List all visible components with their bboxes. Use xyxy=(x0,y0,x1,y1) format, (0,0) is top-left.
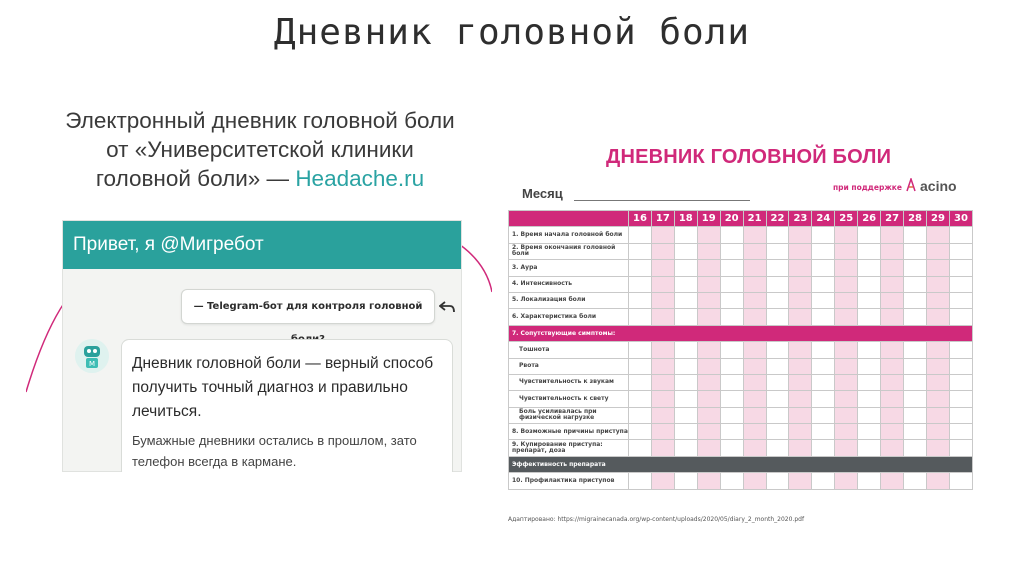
diary-row xyxy=(509,243,973,259)
diary-cell[interactable] xyxy=(766,391,789,407)
diary-cell[interactable] xyxy=(674,374,697,390)
diary-cell[interactable] xyxy=(881,227,904,243)
diary-cell[interactable] xyxy=(881,292,904,308)
diary-cell[interactable] xyxy=(697,227,720,243)
diary-row xyxy=(509,292,973,308)
diary-cell[interactable] xyxy=(926,260,949,276)
diary-cell[interactable] xyxy=(743,424,766,440)
diary-row xyxy=(509,342,973,358)
heading-line-3 xyxy=(32,164,488,193)
day-header: 18 xyxy=(674,211,697,227)
svg-text:M: M xyxy=(88,360,96,368)
diary-cell[interactable] xyxy=(674,473,697,489)
diary-cell[interactable] xyxy=(743,407,766,423)
diary-cell[interactable] xyxy=(881,342,904,358)
day-header: 24 xyxy=(812,211,835,227)
diary-cell[interactable] xyxy=(789,407,812,423)
diary-row xyxy=(509,407,973,423)
day-header: 27 xyxy=(881,211,904,227)
diary-cell[interactable] xyxy=(835,309,858,325)
diary-cell[interactable] xyxy=(812,276,835,292)
diary-cell[interactable] xyxy=(858,374,881,390)
diary-cell[interactable] xyxy=(697,391,720,407)
diary-cell[interactable] xyxy=(881,358,904,374)
diary-cell[interactable] xyxy=(629,374,652,390)
diary-cell[interactable] xyxy=(766,424,789,440)
diary-cell[interactable] xyxy=(835,260,858,276)
diary-cell[interactable] xyxy=(812,342,835,358)
diary-cell[interactable] xyxy=(697,260,720,276)
diary-cell[interactable] xyxy=(858,342,881,358)
diary-cell[interactable] xyxy=(904,260,927,276)
diary-cell[interactable] xyxy=(766,407,789,423)
day-header: 16 xyxy=(629,211,652,227)
diary-row xyxy=(509,309,973,325)
diary-cell[interactable] xyxy=(904,358,927,374)
day-header: 19 xyxy=(697,211,720,227)
diary-cell[interactable] xyxy=(697,374,720,390)
diary-cell[interactable] xyxy=(949,407,972,423)
incoming-sub-text: Бумажные дневники остались в прошлом, зато телефон всегда в кармане. xyxy=(132,433,417,469)
diary-cell[interactable] xyxy=(926,424,949,440)
diary-cell[interactable] xyxy=(904,440,927,456)
diary-cell[interactable] xyxy=(835,227,858,243)
diary-cell[interactable] xyxy=(651,292,674,308)
table-corner xyxy=(509,211,629,227)
diary-cell[interactable] xyxy=(629,473,652,489)
diary-cell[interactable] xyxy=(674,276,697,292)
diary-cell[interactable] xyxy=(949,260,972,276)
diary-cell[interactable] xyxy=(789,243,812,259)
diary-cell[interactable] xyxy=(629,309,652,325)
day-header: 25 xyxy=(835,211,858,227)
diary-row xyxy=(509,473,973,489)
diary-cell[interactable] xyxy=(651,309,674,325)
diary-cell[interactable] xyxy=(651,424,674,440)
diary-cell[interactable] xyxy=(674,391,697,407)
diary-cell[interactable] xyxy=(835,374,858,390)
diary-cell[interactable] xyxy=(881,473,904,489)
heading-line-2: от «Университетской клиники xyxy=(106,137,414,162)
diary-cell[interactable] xyxy=(629,358,652,374)
diary-cell[interactable] xyxy=(766,243,789,259)
diary-cell[interactable] xyxy=(789,391,812,407)
diary-cell[interactable] xyxy=(904,374,927,390)
diary-cell[interactable] xyxy=(789,292,812,308)
day-header: 23 xyxy=(789,211,812,227)
diary-cell[interactable] xyxy=(629,391,652,407)
support-label: при поддержке xyxy=(833,183,902,192)
diary-cell[interactable] xyxy=(789,358,812,374)
day-header: 26 xyxy=(858,211,881,227)
diary-cell[interactable] xyxy=(835,391,858,407)
diary-cell[interactable] xyxy=(743,227,766,243)
reply-arrow-icon[interactable] xyxy=(439,301,455,313)
diary-cell[interactable] xyxy=(697,309,720,325)
row-label: Чувствительность к звукам xyxy=(509,374,629,390)
paper-diary-panel xyxy=(494,128,994,530)
diary-cell[interactable] xyxy=(697,440,720,456)
brand-name: acino xyxy=(920,178,957,194)
row-label: 8. Возможные причины приступа xyxy=(509,424,629,440)
diary-cell[interactable] xyxy=(629,243,652,259)
diary-row xyxy=(509,260,973,276)
diary-cell[interactable] xyxy=(926,407,949,423)
diary-cell[interactable] xyxy=(812,292,835,308)
diary-cell[interactable] xyxy=(766,358,789,374)
diary-cell[interactable] xyxy=(720,473,743,489)
diary-cell[interactable] xyxy=(904,243,927,259)
diary-cell[interactable] xyxy=(835,358,858,374)
diary-cell[interactable] xyxy=(904,309,927,325)
diary-cell[interactable] xyxy=(743,374,766,390)
diary-cell[interactable] xyxy=(858,358,881,374)
diary-cell[interactable] xyxy=(674,424,697,440)
row-label: 10. Профилактика приступов xyxy=(509,473,629,489)
diary-cell[interactable] xyxy=(812,374,835,390)
diary-cell[interactable] xyxy=(720,227,743,243)
diary-cell[interactable] xyxy=(949,374,972,390)
diary-cell[interactable] xyxy=(629,407,652,423)
diary-cell[interactable] xyxy=(812,243,835,259)
diary-cell[interactable] xyxy=(629,440,652,456)
diary-cell[interactable] xyxy=(926,391,949,407)
diary-cell[interactable] xyxy=(789,309,812,325)
diary-cell[interactable] xyxy=(674,260,697,276)
diary-cell[interactable] xyxy=(835,342,858,358)
diary-cell[interactable] xyxy=(858,292,881,308)
diary-cell[interactable] xyxy=(720,243,743,259)
day-header: 21 xyxy=(743,211,766,227)
diary-cell[interactable] xyxy=(743,391,766,407)
diary-cell[interactable] xyxy=(743,260,766,276)
diary-cell[interactable] xyxy=(766,309,789,325)
diary-cell[interactable] xyxy=(858,407,881,423)
diary-cell[interactable] xyxy=(812,260,835,276)
diary-cell[interactable] xyxy=(926,243,949,259)
diary-cell[interactable] xyxy=(949,424,972,440)
diary-cell[interactable] xyxy=(720,374,743,390)
diary-cell[interactable] xyxy=(904,227,927,243)
diary-cell[interactable] xyxy=(629,227,652,243)
diary-cell[interactable] xyxy=(812,358,835,374)
diary-cell[interactable] xyxy=(651,227,674,243)
row-label: 1. Время начала головной боли xyxy=(509,227,629,243)
diary-cell[interactable] xyxy=(629,342,652,358)
diary-cell[interactable] xyxy=(697,292,720,308)
diary-cell[interactable] xyxy=(651,358,674,374)
diary-cell[interactable] xyxy=(858,227,881,243)
diary-cell[interactable] xyxy=(766,260,789,276)
diary-cell[interactable] xyxy=(926,342,949,358)
diary-cell[interactable] xyxy=(629,276,652,292)
diary-cell[interactable] xyxy=(651,391,674,407)
diary-row xyxy=(509,440,973,456)
diary-row xyxy=(509,227,973,243)
diary-cell[interactable] xyxy=(881,374,904,390)
diary-cell[interactable] xyxy=(812,407,835,423)
section-label: 7. Сопутствующие симптомы: xyxy=(509,325,973,341)
diary-cell[interactable] xyxy=(835,407,858,423)
diary-cell[interactable] xyxy=(881,407,904,423)
diary-cell[interactable] xyxy=(651,407,674,423)
diary-cell[interactable] xyxy=(766,276,789,292)
incoming-main-text: Дневник головной боли — верный способ получить точный диагноз и правильно лечиться. xyxy=(132,355,434,420)
diary-cell[interactable] xyxy=(720,358,743,374)
diary-cell[interactable] xyxy=(789,260,812,276)
diary-cell[interactable] xyxy=(743,243,766,259)
diary-cell[interactable] xyxy=(743,292,766,308)
diary-cell[interactable] xyxy=(674,440,697,456)
diary-row xyxy=(509,391,973,407)
row-label: Боль усиливалась при физической нагрузке xyxy=(509,407,629,423)
diary-cell[interactable] xyxy=(720,391,743,407)
day-header: 17 xyxy=(651,211,674,227)
diary-cell[interactable] xyxy=(766,473,789,489)
diary-cell[interactable] xyxy=(949,243,972,259)
diary-cell[interactable] xyxy=(858,243,881,259)
diary-cell[interactable] xyxy=(812,424,835,440)
slide-title: Дневник головной боли xyxy=(273,12,751,53)
diary-cell[interactable] xyxy=(926,227,949,243)
source-note: Адаптировано: https://migrainecanada.org/wp-content/uploads/2020/05/diary_2_month_2020.pdf xyxy=(508,516,805,523)
diary-cell[interactable] xyxy=(812,309,835,325)
diary-cell[interactable] xyxy=(858,276,881,292)
diary-cell[interactable] xyxy=(835,424,858,440)
diary-cell[interactable] xyxy=(743,440,766,456)
row-label: 6. Характеристика боли xyxy=(509,309,629,325)
diary-cell[interactable] xyxy=(720,342,743,358)
diary-cell[interactable] xyxy=(926,374,949,390)
diary-cell[interactable] xyxy=(949,309,972,325)
electronic-diary-panel xyxy=(26,92,492,472)
diary-cell[interactable] xyxy=(881,391,904,407)
row-label: 4. Интенсивность xyxy=(509,276,629,292)
diary-cell[interactable] xyxy=(743,473,766,489)
diary-cell[interactable] xyxy=(858,391,881,407)
diary-row xyxy=(509,325,973,341)
diary-cell[interactable] xyxy=(949,358,972,374)
diary-cell[interactable] xyxy=(881,424,904,440)
diary-cell[interactable] xyxy=(720,260,743,276)
diary-cell[interactable] xyxy=(904,276,927,292)
diary-cell[interactable] xyxy=(629,292,652,308)
diary-cell[interactable] xyxy=(743,276,766,292)
diary-cell[interactable] xyxy=(674,342,697,358)
row-label: Тошнота xyxy=(509,342,629,358)
diary-cell[interactable] xyxy=(881,309,904,325)
diary-cell[interactable] xyxy=(812,391,835,407)
diary-cell[interactable] xyxy=(858,473,881,489)
diary-cell[interactable] xyxy=(789,342,812,358)
chat-header: Привет, я @Мигребот xyxy=(63,221,461,269)
diary-cell[interactable] xyxy=(766,374,789,390)
diary-row xyxy=(509,424,973,440)
diary-cell[interactable] xyxy=(949,276,972,292)
diary-cell[interactable] xyxy=(835,473,858,489)
row-label: Рвота xyxy=(509,358,629,374)
days-header-row xyxy=(509,211,973,227)
diary-cell[interactable] xyxy=(697,276,720,292)
month-label: Месяц xyxy=(522,186,563,201)
diary-cell[interactable] xyxy=(926,440,949,456)
diary-cell[interactable] xyxy=(949,440,972,456)
diary-cell[interactable] xyxy=(720,440,743,456)
diary-cell[interactable] xyxy=(858,260,881,276)
incoming-message xyxy=(121,339,453,472)
outgoing-message: — Telegram-бот для контроля головной xyxy=(181,289,435,324)
diary-cell[interactable] xyxy=(674,358,697,374)
diary-cell[interactable] xyxy=(674,227,697,243)
acino-logo-icon xyxy=(906,178,916,192)
diary-cell[interactable] xyxy=(789,227,812,243)
day-header: 20 xyxy=(720,211,743,227)
diary-cell[interactable] xyxy=(743,358,766,374)
diary-cell[interactable] xyxy=(949,473,972,489)
diary-cell[interactable] xyxy=(766,440,789,456)
diary-cell[interactable] xyxy=(629,424,652,440)
diary-cell[interactable] xyxy=(835,292,858,308)
diary-cell[interactable] xyxy=(720,424,743,440)
diary-cell[interactable] xyxy=(651,260,674,276)
diary-cell[interactable] xyxy=(697,243,720,259)
diary-cell[interactable] xyxy=(926,358,949,374)
day-header: 28 xyxy=(904,211,927,227)
diary-cell[interactable] xyxy=(926,473,949,489)
diary-cell[interactable] xyxy=(949,227,972,243)
diary-cell[interactable] xyxy=(697,407,720,423)
panel-heading xyxy=(32,106,488,193)
diary-cell[interactable] xyxy=(789,374,812,390)
diary-cell[interactable] xyxy=(789,473,812,489)
heading-line-3-prefix: головной боли» — xyxy=(95,166,296,191)
diary-cell[interactable] xyxy=(697,342,720,358)
diary-cell[interactable] xyxy=(812,473,835,489)
diary-cell[interactable] xyxy=(858,424,881,440)
row-label: 5. Локализация боли xyxy=(509,292,629,308)
row-label: Чувствительность к свету xyxy=(509,391,629,407)
row-label: 3. Аура xyxy=(509,260,629,276)
diary-cell[interactable] xyxy=(697,358,720,374)
diary-cell[interactable] xyxy=(904,342,927,358)
diary-cell[interactable] xyxy=(766,292,789,308)
diary-cell[interactable] xyxy=(720,407,743,423)
diary-cell[interactable] xyxy=(629,260,652,276)
diary-cell[interactable] xyxy=(674,407,697,423)
diary-cell[interactable] xyxy=(881,243,904,259)
diary-title: ДНЕВНИК ГОЛОВНОЙ БОЛИ xyxy=(606,146,892,168)
diary-cell[interactable] xyxy=(926,276,949,292)
diary-cell[interactable] xyxy=(949,342,972,358)
diary-cell[interactable] xyxy=(674,292,697,308)
diary-cell[interactable] xyxy=(835,276,858,292)
diary-cell[interactable] xyxy=(766,342,789,358)
diary-row xyxy=(509,374,973,390)
diary-cell[interactable] xyxy=(789,440,812,456)
diary-cell[interactable] xyxy=(858,440,881,456)
diary-cell[interactable] xyxy=(949,391,972,407)
diary-cell[interactable] xyxy=(881,276,904,292)
diary-row xyxy=(509,276,973,292)
diary-cell[interactable] xyxy=(720,309,743,325)
diary-cell[interactable] xyxy=(858,309,881,325)
diary-cell[interactable] xyxy=(881,440,904,456)
diary-table xyxy=(508,210,973,490)
day-header: 30 xyxy=(949,211,972,227)
diary-cell[interactable] xyxy=(881,260,904,276)
diary-cell[interactable] xyxy=(835,440,858,456)
section-label: Эффективность препарата xyxy=(509,456,973,472)
diary-cell[interactable] xyxy=(812,440,835,456)
diary-cell[interactable] xyxy=(926,309,949,325)
diary-cell[interactable] xyxy=(789,276,812,292)
diary-cell[interactable] xyxy=(949,292,972,308)
diary-cell[interactable] xyxy=(926,292,949,308)
diary-cell[interactable] xyxy=(651,440,674,456)
diary-cell[interactable] xyxy=(904,473,927,489)
diary-cell[interactable] xyxy=(904,391,927,407)
diary-cell[interactable] xyxy=(743,342,766,358)
diary-cell[interactable] xyxy=(651,342,674,358)
diary-cell[interactable] xyxy=(697,473,720,489)
diary-row xyxy=(509,456,973,472)
diary-cell[interactable] xyxy=(835,243,858,259)
headache-link[interactable]: Headache.ru xyxy=(295,166,425,191)
diary-cell[interactable] xyxy=(766,227,789,243)
diary-cell[interactable] xyxy=(674,243,697,259)
chat-screenshot xyxy=(62,220,462,472)
month-input-line xyxy=(574,200,750,201)
row-label: 9. Купирование приступа: препарат, доза xyxy=(509,440,629,456)
row-label: 2. Время окончания головной боли xyxy=(509,243,629,259)
day-header: 29 xyxy=(926,211,949,227)
diary-cell[interactable] xyxy=(720,276,743,292)
diary-cell[interactable] xyxy=(904,407,927,423)
diary-cell[interactable] xyxy=(720,292,743,308)
diary-cell[interactable] xyxy=(812,227,835,243)
diary-cell[interactable] xyxy=(651,473,674,489)
diary-cell[interactable] xyxy=(674,309,697,325)
diary-cell[interactable] xyxy=(651,374,674,390)
diary-cell[interactable] xyxy=(651,276,674,292)
diary-cell[interactable] xyxy=(697,424,720,440)
diary-cell[interactable] xyxy=(904,424,927,440)
diary-row xyxy=(509,358,973,374)
diary-cell[interactable] xyxy=(743,309,766,325)
diary-cell[interactable] xyxy=(904,292,927,308)
diary-cell[interactable] xyxy=(789,424,812,440)
heading-line-1: Электронный дневник головной боли xyxy=(65,108,455,133)
bot-avatar-icon xyxy=(75,339,109,373)
day-header: 22 xyxy=(766,211,789,227)
diary-cell[interactable] xyxy=(651,243,674,259)
